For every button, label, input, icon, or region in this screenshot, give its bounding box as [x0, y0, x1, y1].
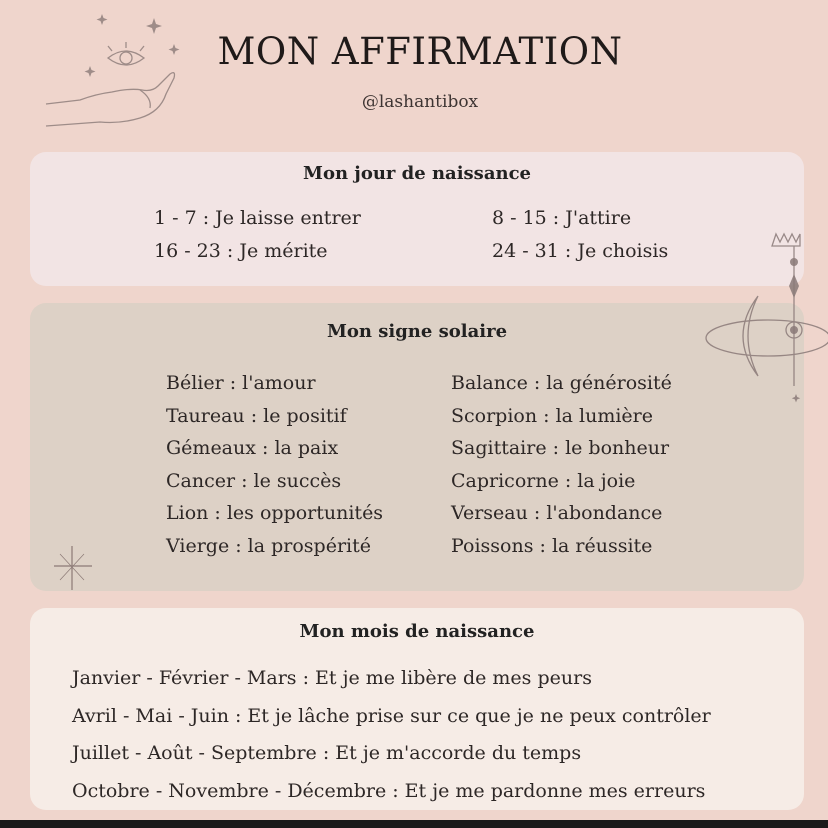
sun-sign-left-column — [166, 367, 383, 562]
birth-month-heading: Mon mois de naissance — [299, 621, 535, 642]
birth-month-item: Octobre - Novembre - Décembre : Et je me pardonne mes erreurs — [72, 779, 706, 802]
birth-month-card — [30, 608, 804, 810]
sun-sign-item: Verseau : l'abondance — [451, 502, 663, 524]
birth-day-item: 8 - 15 : J'attire — [492, 207, 632, 229]
birth-month-item: Avril - Mai - Juin : Et je lâche prise sur ce que je ne peux contrôler — [72, 704, 711, 727]
sun-sign-item: Balance : la générosité — [451, 372, 672, 394]
sun-sign-item: Bélier : l'amour — [166, 372, 316, 394]
birth-day-heading: Mon jour de naissance — [303, 163, 531, 184]
birth-month-item: Juillet - Août - Septembre : Et je m'accorde du temps — [72, 742, 582, 764]
bottom-bar — [0, 820, 828, 828]
birth-month-list — [72, 660, 711, 810]
birth-day-item: 24 - 31 : Je choisis — [492, 240, 669, 262]
sun-sign-item: Sagittaire : le bonheur — [451, 437, 670, 459]
sun-sign-item: Capricorne : la joie — [451, 469, 636, 492]
sun-sign-item: Cancer : le succès — [166, 469, 342, 492]
sun-sign-card — [30, 303, 804, 591]
birth-day-item: 1 - 7 : Je laisse entrer — [154, 207, 361, 229]
sun-sign-item: Lion : les opportunités — [166, 502, 384, 524]
sun-sign-item: Poissons : la réussite — [451, 534, 653, 557]
sun-sign-item: Taureau : le positif — [166, 404, 347, 427]
author-handle: @lashantibox — [361, 92, 479, 112]
sun-sign-item: Gémeaux : la paix — [166, 437, 339, 459]
moon-illustration — [698, 226, 828, 416]
page-title: MON AFFIRMATION — [217, 30, 623, 73]
sun-sign-heading: Mon signe solaire — [326, 321, 508, 342]
birth-day-item: 16 - 23 : Je mérite — [154, 240, 328, 262]
sun-sign-right-column — [451, 367, 672, 562]
birth-month-item: Janvier - Février - Mars : Et je me libère de mes peurs — [72, 667, 592, 689]
birth-day-card — [30, 152, 804, 286]
sun-sign-item: Scorpion : la lumière — [451, 404, 653, 427]
sun-sign-item: Vierge : la prospérité — [166, 534, 372, 557]
sparkle-icon — [52, 544, 96, 592]
